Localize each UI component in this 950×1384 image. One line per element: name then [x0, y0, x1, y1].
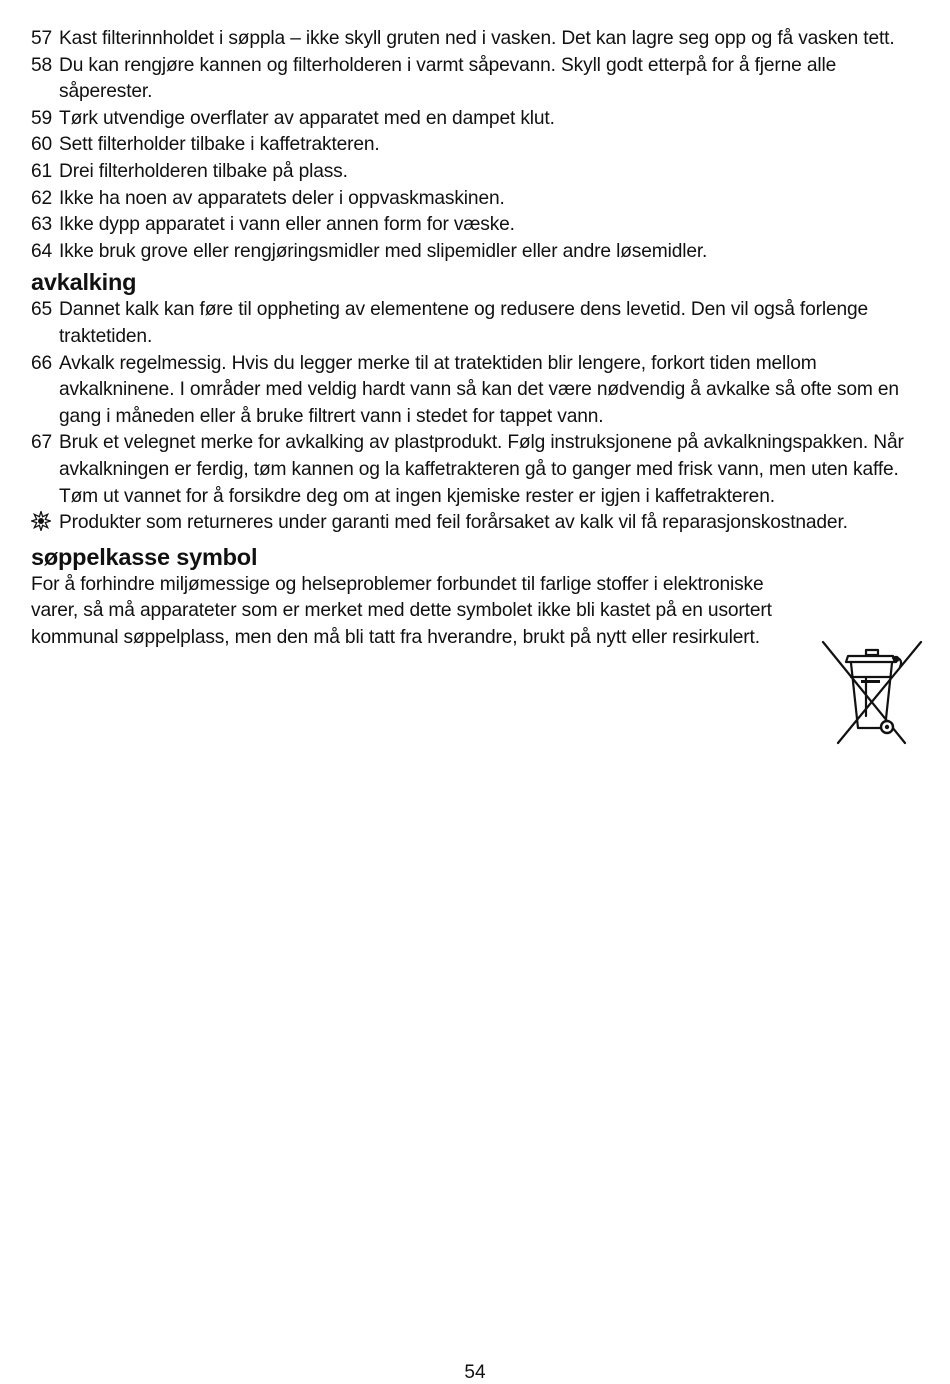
item-text: Dannet kalk kan føre til oppheting av elementene og redusere dens levetid. Den vil også forlenge traktetiden.: [59, 299, 869, 347]
list-item: [31, 132, 923, 159]
item-number: 61: [31, 160, 53, 182]
item-number: 58: [31, 54, 53, 76]
item-number: 66: [31, 352, 53, 374]
warning-item: [31, 510, 923, 540]
item-text: Tørk utvendige overflater av apparatet med en dampet klut.: [59, 107, 555, 129]
item-text: Ikke ha noen av apparatets deler i oppvaskmaskinen.: [59, 187, 505, 209]
list-item: [31, 53, 923, 106]
item-number: 57: [31, 28, 53, 49]
item-number: 59: [31, 107, 53, 129]
starburst-warning-icon: [31, 511, 59, 540]
item-text: Drei filterholderen tilbake på plass.: [59, 160, 348, 182]
list-item: [31, 297, 923, 350]
item-number: 62: [31, 187, 53, 209]
list-item: [31, 239, 923, 266]
item-number: 65: [31, 299, 53, 321]
item-number: 60: [31, 134, 53, 156]
item-text: Du kan rengjøre kannen og filterholderen i varmt såpevann. Skyll godt etterpå for å fjerne alle såperester.: [59, 54, 837, 103]
cleaning-list: [31, 26, 923, 265]
item-text: Ikke bruk grove eller rengjøringsmidler med slipemidler eller andre løsemidler.: [59, 240, 708, 262]
item-number: 67: [31, 432, 53, 454]
item-text: Ikke dypp apparatet i vann eller annen form for væske.: [59, 214, 515, 236]
section-heading-avkalking: avkalking: [31, 269, 137, 296]
list-item: [31, 26, 923, 53]
item-text: Sett filterholder tilbake i kaffetrakteren.: [59, 134, 380, 156]
crossed-out-wheelie-bin-icon: [821, 640, 923, 746]
item-number: 64: [31, 240, 53, 262]
list-item: [31, 106, 923, 133]
document-page: [31, 26, 923, 651]
weee-paragraph: For å forhindre miljømessige og helseproblemer forbundet til farlige stoffer i elektroniske varer, så må apparateter som er merket med dette symbolet ikke bli kastet på en usortert kommunal søppelplass, men den må bli tatt fra hverandre, brukt på nytt eller resirkulert.: [31, 573, 772, 648]
list-item: [31, 186, 923, 213]
item-number: 63: [31, 214, 53, 236]
list-item: [31, 159, 923, 186]
item-text: Bruk et velegnet merke for avkalking av plastprodukt. Følg instruksjonene på avkalkningspakken. Når avkalkningen er ferdig, tøm kannen og la kaffetrakteren gå to ganger med frisk vann, men uten kaffe. Tøm ut vannet for å forsikdre deg om at ingen kjemiske rester er igjen i kaffetrakteren.: [59, 432, 904, 507]
list-item: [31, 430, 923, 510]
item-text: Avkalk regelmessig. Hvis du legger merke til at tratektiden blir lengere, forkort tiden mellom avkalkninene. I områder med veldig hardt vann så kan det være nødvendig å avkalke så ofte som en gang i måneden eller å bruke filtrert vann i stedet for tappet vann.: [59, 352, 899, 427]
descaling-list: [31, 297, 923, 539]
warning-text: Produkter som returneres under garanti med feil forårsaket av kalk vil få reparasjonskostnader.: [59, 512, 848, 534]
item-text: Kast filterinnholdet i søppla – ikke skyll gruten ned i vasken. Det kan lagre seg opp og få vasken tett.: [59, 28, 895, 49]
page-number: 54: [464, 1362, 486, 1383]
list-item: [31, 212, 923, 239]
list-item: [31, 351, 923, 431]
section-heading-weee: søppelkasse symbol: [31, 543, 258, 570]
